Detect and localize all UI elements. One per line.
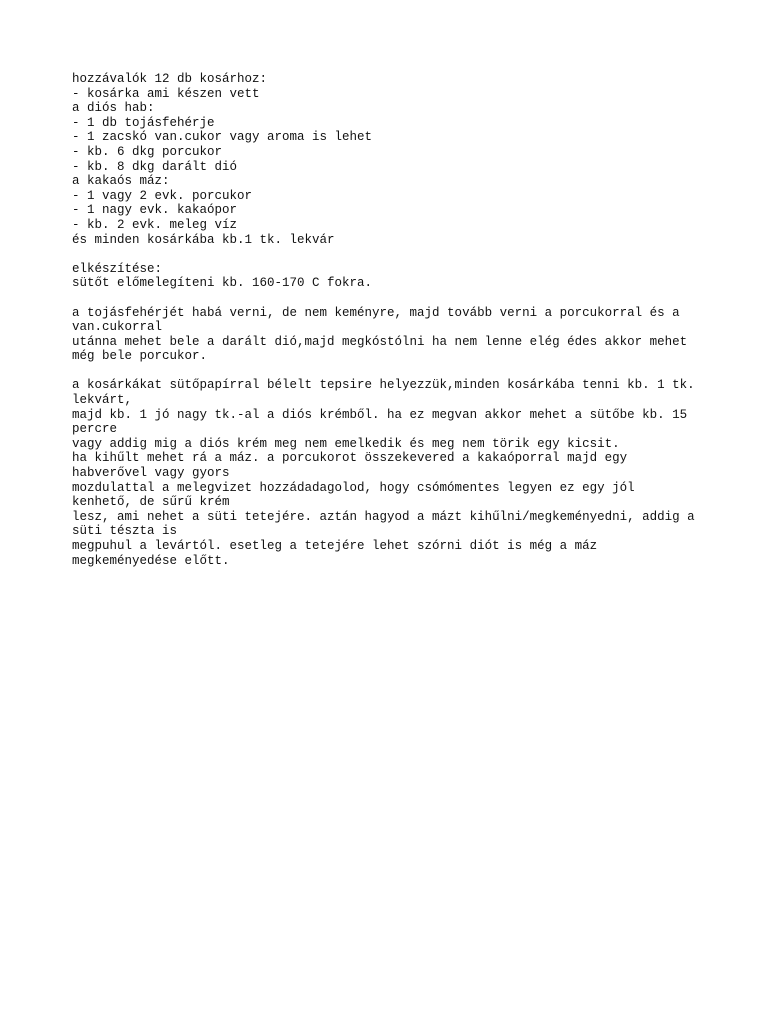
ingredient-line: - 1 nagy evk. kakaópor (72, 203, 238, 218)
step-line: majd kb. 1 jó nagy tk.-al a diós krémből. ha ez megvan akkor mehet a sütőbe kb. 15 (72, 407, 688, 422)
step-line: vagy addig mig a diós krém meg nem emelkedik és meg nem törik egy kicsit. (72, 436, 620, 451)
ingredient-line: - 1 vagy 2 evk. porcukor (72, 188, 253, 203)
step-line: percre (72, 422, 118, 437)
blank-line (72, 247, 712, 262)
step-line: ha kihűlt mehet rá a máz. a porcukorot összekevered a kakaóporral majd egy (72, 451, 628, 466)
step-line: lekvárt, (72, 393, 133, 408)
ingredient-line: - kb. 8 dkg darált dió (72, 159, 238, 174)
blank-line (72, 364, 712, 379)
ingredient-line: - 1 db tojásfehérje (72, 115, 215, 130)
preparation-heading: elkészítése: (72, 261, 163, 276)
step-line: kenhető, de sűrű krém (72, 495, 230, 510)
step-1-paragraph (72, 306, 712, 364)
subheading-kakaos-maz: a kakaós máz: (72, 174, 170, 189)
step-line: a tojásfehérjét habá verni, de nem keményre, majd tovább verni a porcukorral és a (72, 305, 680, 320)
ingredient-line: - kosárka ami készen vett (72, 86, 260, 101)
subheading-dios-hab: a diós hab: (72, 101, 155, 116)
ingredient-line: - 1 zacskó van.cukor vagy aroma is lehet (72, 130, 373, 145)
step-line: van.cukorral (72, 320, 163, 335)
step-line: megpuhul a levártól. esetleg a tetejére lehet szórni diót is még a máz (72, 539, 598, 553)
blank-line (72, 291, 712, 306)
preparation-line: sütőt előmelegíteni kb. 160-170 C fokra. (72, 276, 373, 291)
document-page (72, 72, 712, 568)
ingredient-line: - kb. 6 dkg porcukor (72, 144, 223, 159)
step-line: lesz, ami nehet a süti tetejére. aztán hagyod a mázt kihűlni/megkeményedni, addig a (72, 509, 695, 524)
preparation-section (72, 262, 712, 291)
step-line: süti tészta is (72, 524, 178, 539)
step-line: utánna mehet bele a darált dió,majd megkóstólni ha nem lenne elég édes akkor mehet (72, 334, 688, 349)
step-line: még bele porcukor. (72, 349, 208, 364)
step-line: mozdulattal a melegvizet hozzádadagolod, hogy csómómentes legyen ez egy jól (72, 480, 635, 495)
ingredients-section (72, 72, 712, 247)
ingredient-line: és minden kosárkába kb.1 tk. lekvár (72, 232, 335, 247)
ingredient-line: - kb. 2 evk. meleg víz (72, 217, 238, 232)
step-2-paragraph (72, 378, 712, 568)
step-line: habverővel vagy gyors (72, 466, 230, 481)
step-line: megkeményedése előtt. (72, 553, 230, 568)
step-line: a kosárkákat sütőpapírral bélelt tepsire helyezzük,minden kosárkába tenni kb. 1 tk. (72, 378, 695, 393)
ingredients-heading: hozzávalók 12 db kosárhoz: (72, 72, 268, 86)
